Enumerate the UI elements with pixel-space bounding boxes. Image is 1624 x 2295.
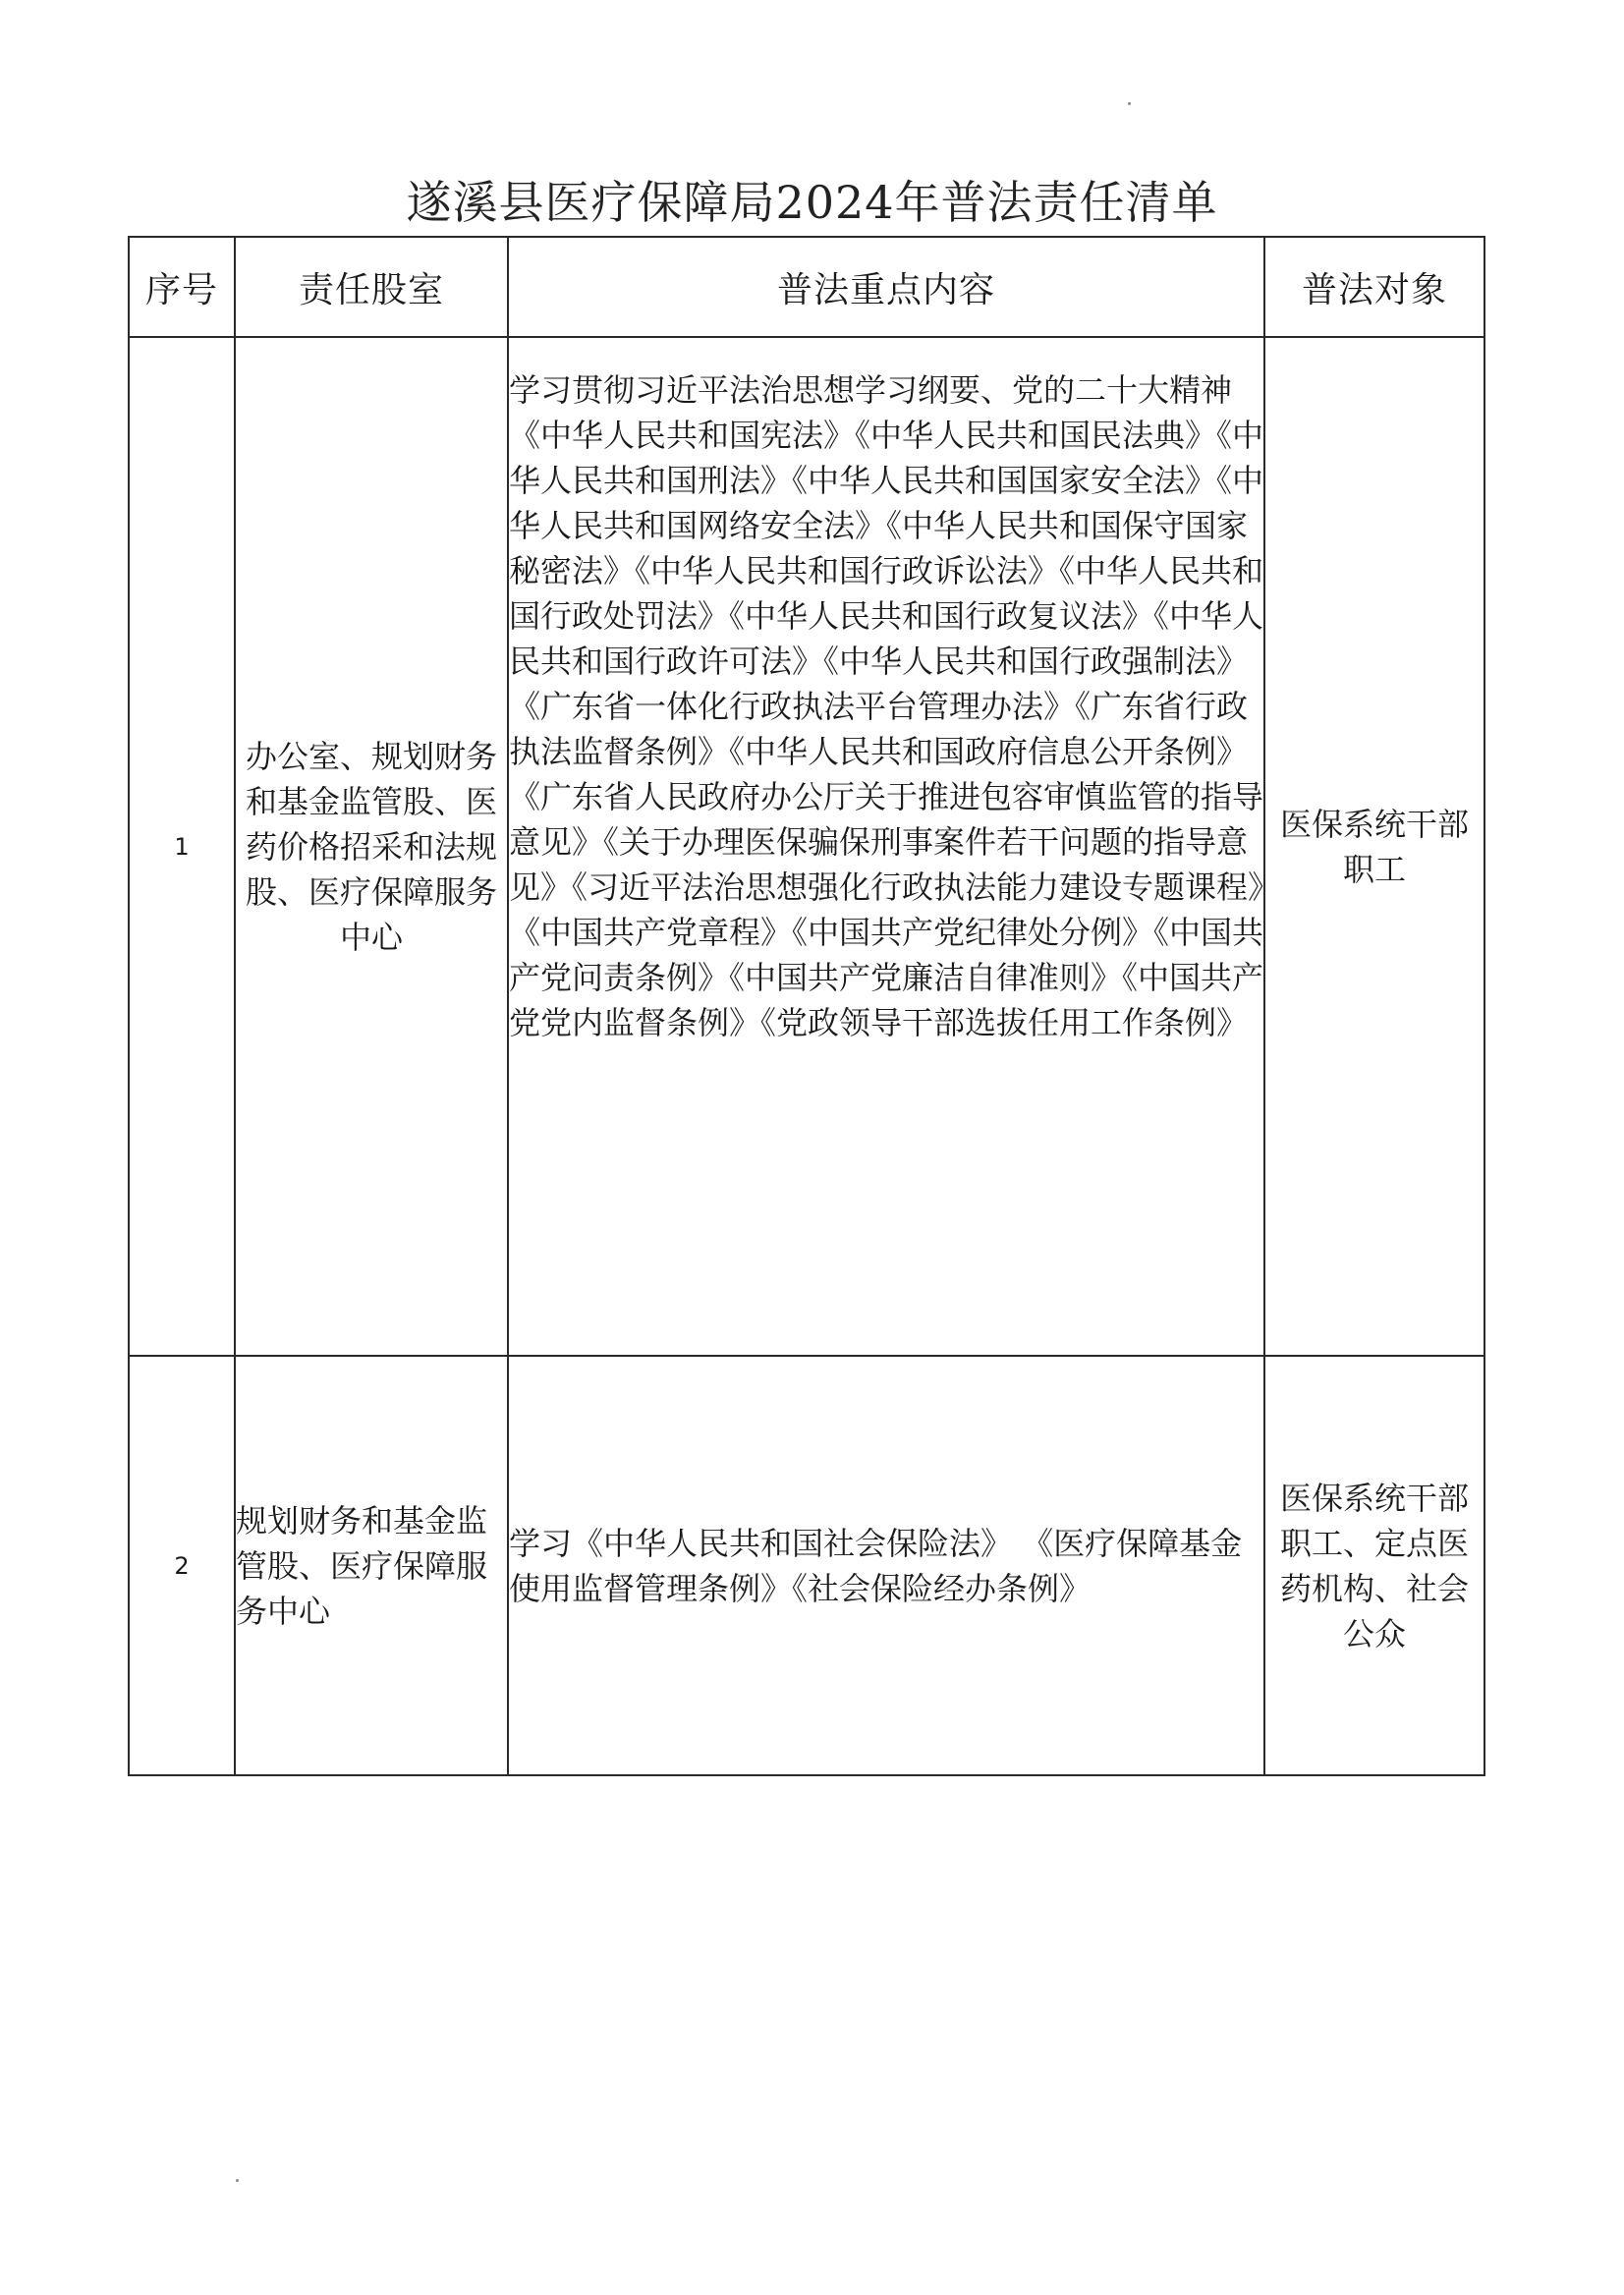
scan-speck (1128, 102, 1131, 105)
document-title: 遂溪县医疗保障局2024年普法责任清单 (406, 176, 1218, 229)
row-dept: 办公室、规划财务和基金监管股、医药价格招采和法规股、医疗保障服务中心 (235, 337, 508, 1356)
row-seq: 1 (129, 337, 235, 1356)
row-content: 学习《中华人民共和国社会保险法》 《医疗保障基金使用监督管理条例》《社会保险经办条例》 (508, 1356, 1264, 1775)
row-seq: 2 (129, 1356, 235, 1775)
table-row (129, 1356, 1484, 1775)
row-content: 学习贯彻习近平法治思想学习纲要、党的二十大精神《中华人民共和国宪法》《中华人民共和国民法典》《中华人民共和国刑法》《中华人民共和国国家安全法》《中华人民共和国网络安全法》《中华人民共和国保守国家秘密法》《中华人民共和国行政诉讼法》《中华人民共和国行政处罚法》《中华人民共和国行政复议法》《中华人民共和国行政许可法》《中华人民共和国行政强制法》《广东省一体化行政执法平台管理办法》《广东省行政执法监督条例》《中华人民共和国政府信息公开条例》《广东省人民政府办公厅关于推进包容审慎监管的指导意见》《关于办理医保骗保刑事案件若干问题的指导意见》《习近平法治思想强化行政执法能力建设专题课程》《中国共产党章程》《中国共产党纪律处分例》《中国共产党问责条例》《中国共产党廉洁自律准则》《中国共产党党内监督条例》《党政领导干部选拔任用工作条例》 (508, 337, 1264, 1356)
responsibility-table (128, 236, 1485, 1776)
row-target: 医保系统干部职工 (1264, 337, 1484, 1356)
header-seq: 序号 (129, 237, 235, 337)
scan-speck (236, 2179, 239, 2182)
row-target: 医保系统干部职工、定点医药机构、社会公众 (1264, 1356, 1484, 1775)
header-content: 普法重点内容 (508, 237, 1264, 337)
row-dept: 规划财务和基金监管股、医疗保障服务中心 (235, 1356, 508, 1775)
header-target: 普法对象 (1264, 237, 1484, 337)
table-row (129, 337, 1484, 1356)
table-header-row (129, 237, 1484, 337)
header-dept: 责任股室 (235, 237, 508, 337)
